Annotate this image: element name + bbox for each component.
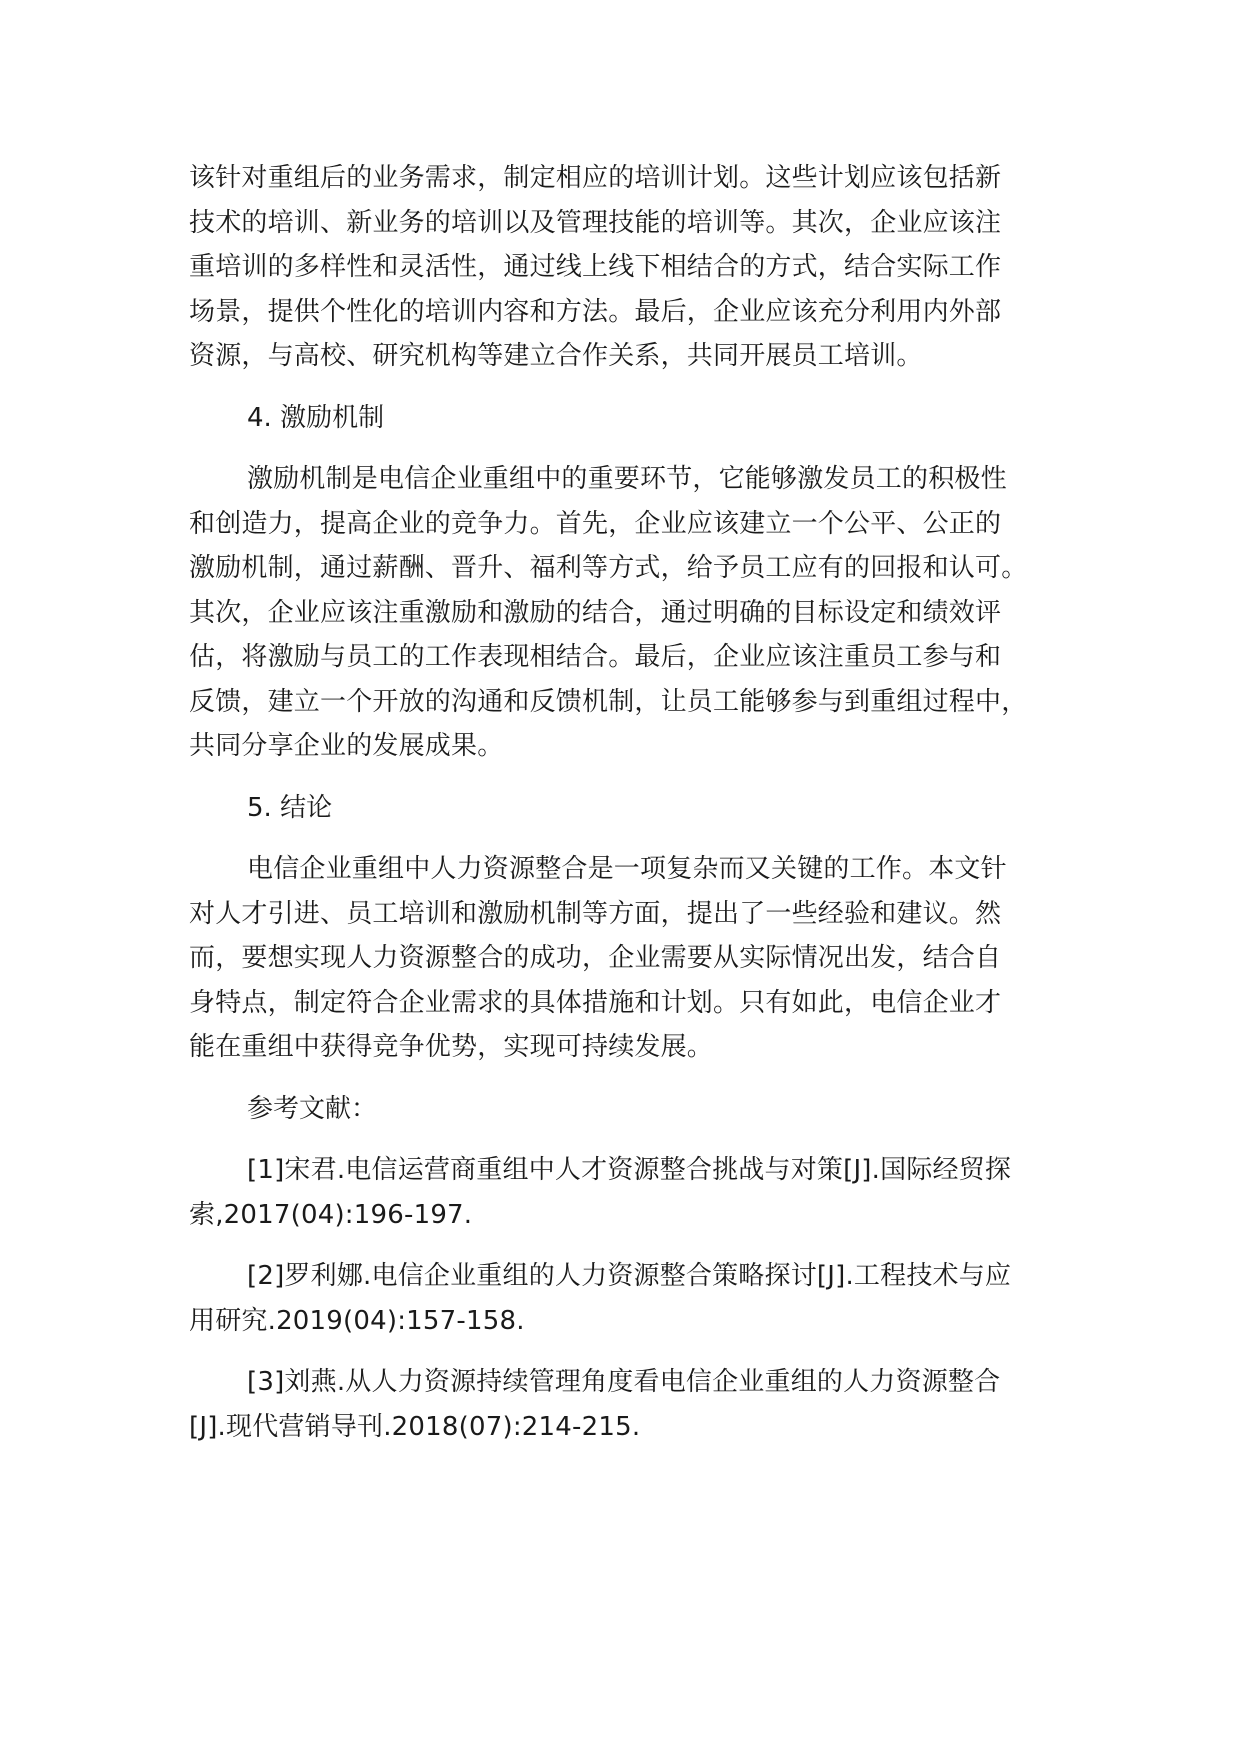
document-body <box>189 156 1089 1466</box>
paragraph-line: 能在重组中获得竞争优势，实现可持续发展。 <box>189 1032 714 1062</box>
paragraph-incentive <box>189 457 1089 769</box>
paragraph-line: 技术的培训、新业务的培训以及管理技能的培训等。其次，企业应该注 <box>189 207 1002 238</box>
paragraph-line: 和创造力，提高企业的竞争力。首先，企业应该建立一个公平、公正的 <box>189 508 1002 539</box>
paragraph-line: 其次，企业应该注重激励和激励的结合，通过明确的目标设定和绩效评 <box>189 597 1002 628</box>
reference-line: [1]宋君.电信运营商重组中人才资源整合挑战与对策[J].国际经贸探 <box>247 1155 1012 1185</box>
reference-line: [J].现代营销导刊.2018(07):214-215. <box>189 1411 641 1442</box>
reference-line: 索,2017(04):196-197. <box>189 1199 473 1230</box>
paragraph-line: 估，将激励与员工的工作表现相结合。最后，企业应该注重员工参与和 <box>189 642 1002 672</box>
reference-line: [3]刘燕.从人力资源持续管理角度看电信企业重组的人力资源整合 <box>247 1367 1001 1397</box>
paragraph-line: 激励机制，通过薪酬、晋升、福利等方式，给予员工应有的回报和认可。 <box>189 553 1028 583</box>
paragraph-line: 而，要想实现人力资源整合的成功，企业需要从实际情况出发，结合自 <box>189 943 1002 973</box>
reference-line: [2]罗利娜.电信企业重组的人力资源整合策略探讨[J].工程技术与应 <box>247 1261 1012 1291</box>
paragraph-line: 该针对重组后的业务需求，制定相应的培训计划。这些计划应该包括新 <box>189 163 1002 193</box>
paragraph-training <box>189 156 1089 379</box>
paragraph-line: 身特点，制定符合企业需求的具体措施和计划。只有如此，电信企业才 <box>189 987 1002 1018</box>
reference-item <box>189 1360 1089 1449</box>
paragraph-line: 反馈，建立一个开放的沟通和反馈机制，让员工能够参与到重组过程中， <box>189 686 1028 717</box>
section-heading-conclusion: 5. 结论 <box>247 792 333 823</box>
paragraph-conclusion <box>189 847 1089 1070</box>
paragraph-line: 场景，提供个性化的培训内容和方法。最后，企业应该充分利用内外部 <box>189 296 1002 327</box>
paragraph-line: 对人才引进、员工培训和激励机制等方面，提出了一些经验和建议。然 <box>189 898 1002 929</box>
reference-line: 用研究.2019(04):157-158. <box>189 1305 525 1336</box>
paragraph-line: 资源，与高校、研究机构等建立合作关系，共同开展员工培训。 <box>189 341 923 371</box>
reference-item <box>189 1254 1089 1343</box>
paragraph-line: 电信企业重组中人力资源整合是一项复杂而又关键的工作。本文针 <box>247 854 1007 884</box>
paragraph-line: 激励机制是电信企业重组中的重要环节，它能够激发员工的积极性 <box>247 464 1007 494</box>
paragraph-line: 重培训的多样性和灵活性，通过线上线下相结合的方式，结合实际工作 <box>189 252 1002 282</box>
reference-item <box>189 1148 1089 1237</box>
references-heading: 参考文献： <box>247 1093 378 1124</box>
paragraph-line: 共同分享企业的发展成果。 <box>189 731 504 761</box>
section-heading-incentive: 4. 激励机制 <box>247 402 385 433</box>
